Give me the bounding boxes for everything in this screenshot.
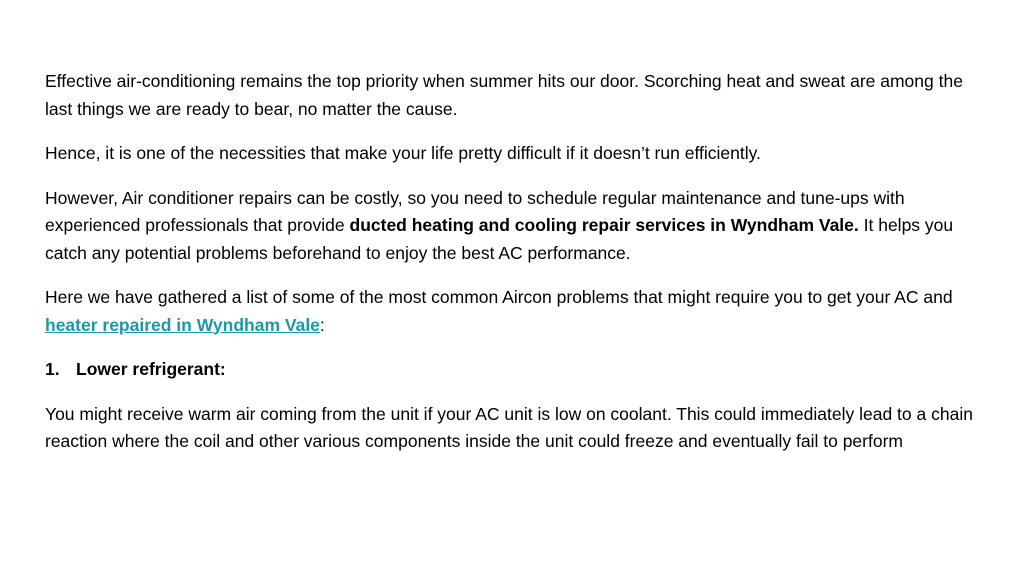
paragraph-list-intro-tail: : [319,314,325,335]
paragraph-list-intro-text: Here we have gathered a list of some of the most common Aircon problems that might require you to get your AC and [45,287,953,307]
list-item-title: Lower refrigerant: [76,359,226,379]
list-item-lower-refrigerant [45,356,985,384]
paragraph-list-intro [45,284,985,339]
document-body [45,68,985,473]
paragraph-necessity: Hence, it is one of the necessities that make your life pretty difficult if it doesn’t run efficiently. [45,143,761,163]
paragraph-repairs-tail: It helps you catch any potential problems beforehand to enjoy the best AC performance. [45,215,954,263]
list-item-number: 1. [45,359,60,379]
paragraph-intro: Effective air-conditioning remains the top priority when summer hits our door. Scorching heat and sweat are among the last things we are ready to bear, no matter the cause. [45,71,963,119]
paragraph-repairs-text: However, Air conditioner repairs can be costly, so you need to schedule regular maintenance and tune-ups with experienced professionals that provide [45,187,905,235]
paragraph-repairs [45,185,985,268]
paragraph-refrigerant: You might receive warm air coming from the unit if your AC unit is low on coolant. This could immediately lead to a chain reaction where the coil and other various components inside the unit could freeze and eventually fail to perform [45,403,973,451]
heater-repair-link[interactable]: heater repaired in Wyndham Vale [45,314,320,335]
bold-service-phrase: ducted heating and cooling repair services in Wyndham Vale. [349,215,859,235]
